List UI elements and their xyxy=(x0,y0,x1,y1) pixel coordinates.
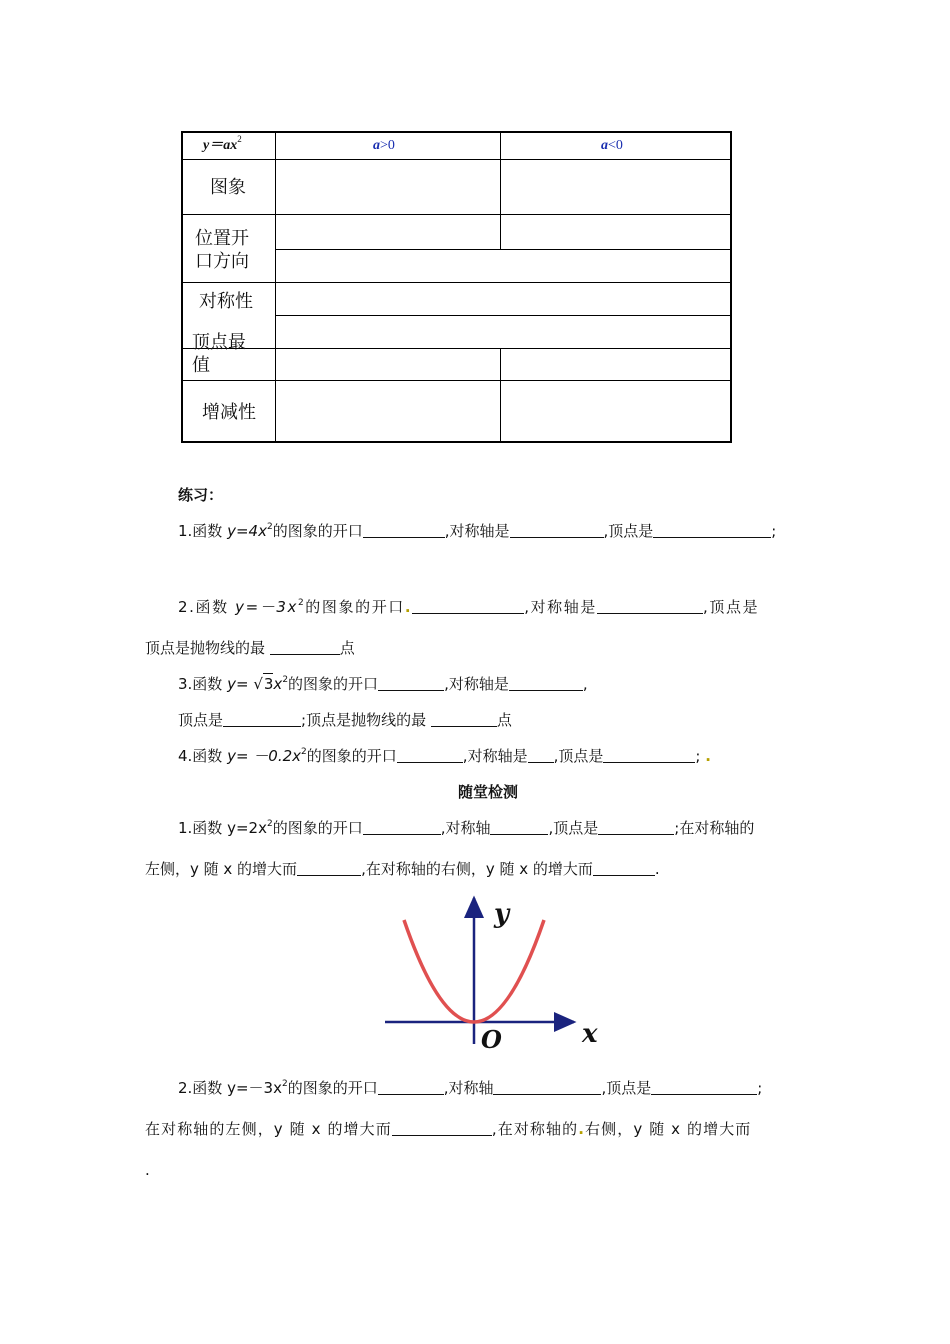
table-rule xyxy=(183,159,732,160)
table-rule xyxy=(275,133,276,441)
yellow-dot-mark: . xyxy=(705,747,711,765)
quiz-q2: 2.函数 $y=-3x^2$的图象的开口 ,对称轴 ,顶点是 ; xyxy=(178,1079,763,1097)
origin-label: O xyxy=(481,1025,502,1052)
practice-title: 练习： xyxy=(178,486,224,504)
quiz-q1: 1.函数 $y=2x^2$的图象的开口 ,对称轴 ,顶点是 ;在对称轴的 xyxy=(178,819,755,837)
answer-blank[interactable] xyxy=(297,861,361,876)
row-label-graph: 图象 xyxy=(210,177,246,198)
answer-blank[interactable] xyxy=(397,748,463,763)
quiz-q2-line3: . xyxy=(145,1161,150,1179)
answer-blank[interactable] xyxy=(510,523,604,538)
table-rule xyxy=(275,315,732,316)
answer-blank[interactable] xyxy=(270,640,340,655)
quiz-q2-line2: 在对称轴的左侧，y 随 x 的增大而 ,在对称轴的.右侧，y 随 x 的增大而 xyxy=(145,1120,752,1138)
table-rule xyxy=(183,348,732,349)
table-rule xyxy=(500,348,501,380)
answer-blank[interactable] xyxy=(528,748,554,763)
answer-blank[interactable] xyxy=(363,523,445,538)
answer-blank[interactable] xyxy=(363,820,441,835)
answer-blank[interactable] xyxy=(598,820,674,835)
practice-q1: 1.函数 $y=4x^2$的图象的开口 ,对称轴是 ,顶点是 ; xyxy=(178,522,777,540)
quiz-title: 随堂检测 xyxy=(458,783,519,801)
answer-blank[interactable] xyxy=(493,1080,601,1095)
answer-blank[interactable] xyxy=(603,748,695,763)
y-axis-label: y xyxy=(494,899,510,929)
practice-q2-line2: 顶点是抛物线的最 点 xyxy=(145,639,355,657)
quiz-q1-line2: 左侧，y 随 x 的增大而 ,在对称轴的右侧，y 随 x 的增大而 . xyxy=(145,860,660,878)
table-header-a-negative: a<0 xyxy=(601,138,623,153)
row-label-position-2: 口方向 xyxy=(195,251,249,272)
yellow-dot-mark: . xyxy=(578,1120,586,1138)
answer-blank[interactable] xyxy=(593,861,655,876)
table-rule xyxy=(275,249,732,250)
practice-q3-line2: 顶点是 ;顶点是抛物线的最 点 xyxy=(178,711,512,729)
row-label-vertex-1: 顶点最 xyxy=(192,332,246,353)
table-rule xyxy=(183,380,732,381)
row-label-vertex-2: 值 xyxy=(192,355,210,376)
row-label-monotonic: 增减性 xyxy=(202,402,256,423)
answer-blank[interactable] xyxy=(651,1080,757,1095)
answer-blank[interactable] xyxy=(509,676,583,691)
table-rule xyxy=(183,214,732,215)
answer-blank[interactable] xyxy=(378,676,444,691)
table-header-formula: $y=ax^2$ xyxy=(203,134,242,153)
answer-blank[interactable] xyxy=(412,599,524,614)
table-rule xyxy=(500,133,501,249)
practice-q2: 2.函数 $y=-3x^2$的图象的开口. ,对称轴是 ,顶点是 xyxy=(178,598,760,616)
sqrt-icon: √ xyxy=(253,675,263,693)
answer-blank[interactable] xyxy=(653,523,771,538)
table-rule xyxy=(183,282,732,283)
answer-blank[interactable] xyxy=(597,599,703,614)
answer-blank[interactable] xyxy=(490,820,548,835)
parabola-properties-table xyxy=(181,131,732,443)
answer-blank[interactable] xyxy=(392,1121,492,1136)
answer-blank[interactable] xyxy=(431,712,497,727)
row-label-position-1: 位置开 xyxy=(195,228,249,249)
row-label-symmetry: 对称性 xyxy=(199,291,253,312)
table-rule xyxy=(500,380,501,441)
x-axis-label: x xyxy=(582,1019,598,1049)
answer-blank[interactable] xyxy=(378,1080,444,1095)
yellow-dot-mark: . xyxy=(404,598,413,616)
practice-q4: 4.函数 $y= -0.2x^2$的图象的开口 ,对称轴是 ,顶点是 ; . xyxy=(178,747,711,765)
parabola-figure xyxy=(378,892,618,1052)
table-header-a-positive: a>0 xyxy=(373,138,395,153)
answer-blank[interactable] xyxy=(223,712,301,727)
practice-q3: 3.函数 $y= √3x^2$的图象的开口 ,对称轴是 , xyxy=(178,675,588,693)
